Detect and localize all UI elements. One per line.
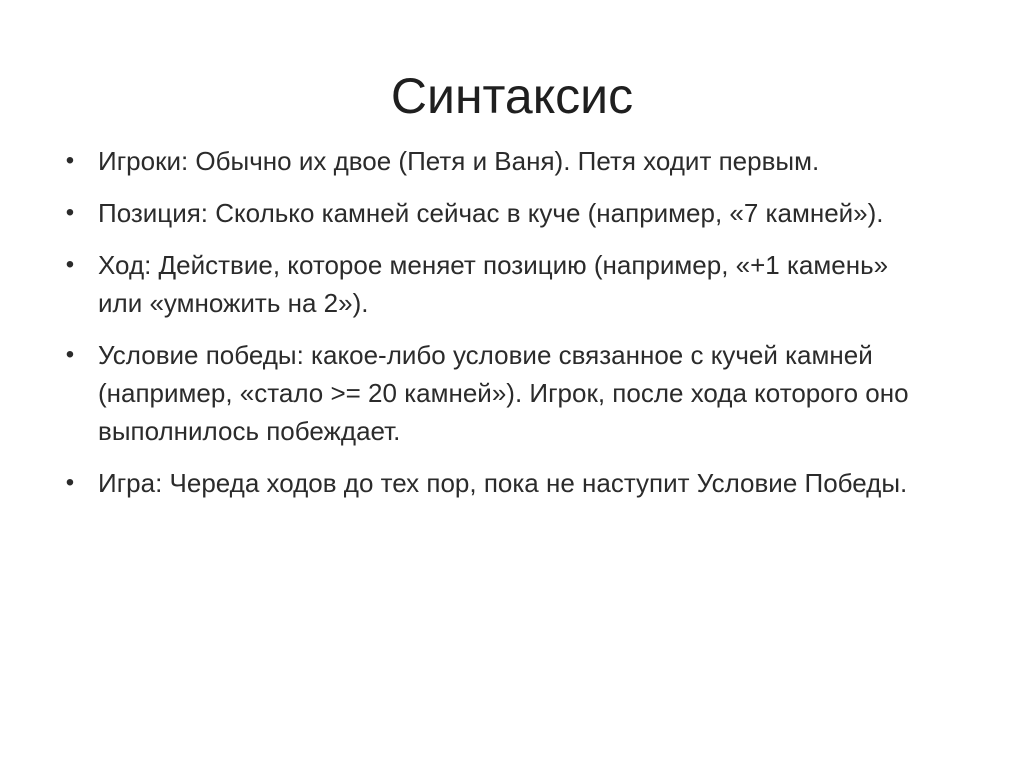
bullet-item-win-condition — [56, 336, 936, 450]
bullet-item-position — [56, 194, 936, 232]
bullet-dot-icon: • — [65, 469, 75, 496]
slide-title: Синтаксис — [390, 68, 634, 124]
bullet-item-move — [56, 246, 936, 322]
bullet-dot-icon: • — [65, 341, 75, 368]
bullet-item-game — [56, 464, 936, 502]
bullet-text: Условие победы: какое-либо условие связанное с кучей камней (например, «стало >= 20 камней»). Игрок, после хода которого оно выполнилось побеждает. — [98, 340, 909, 446]
bullet-list — [56, 142, 936, 516]
bullet-dot-icon: • — [65, 147, 75, 174]
bullet-text: Позиция: Сколько камней сейчас в куче (например, «7 камней»). — [98, 198, 884, 228]
bullet-dot-icon: • — [65, 251, 75, 278]
bullet-text: Ход: Действие, которое меняет позицию (например, «+1 камень» или «умножить на 2»). — [98, 250, 889, 318]
bullet-dot-icon: • — [65, 199, 75, 226]
bullet-text: Игроки: Обычно их двое (Петя и Ваня). Петя ходит первым. — [98, 146, 820, 176]
bullet-item-players — [56, 142, 936, 180]
bullet-text: Игра: Череда ходов до тех пор, пока не наступит Условие Победы. — [98, 468, 908, 498]
